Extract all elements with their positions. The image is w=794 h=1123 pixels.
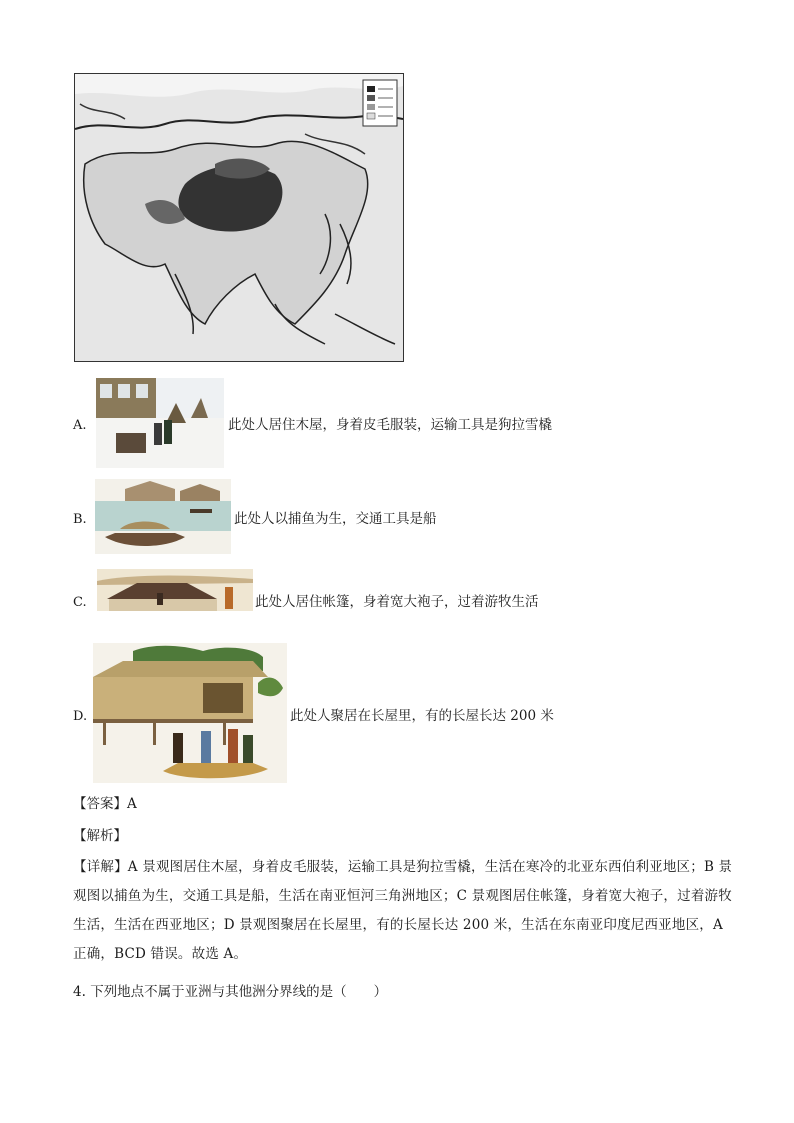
option-c-text: 此处人居住帐篷，身着宽大袍子，过着游牧生活 xyxy=(255,594,539,610)
option-b-text: 此处人以捕鱼为生，交通工具是船 xyxy=(234,511,437,527)
map-drawing xyxy=(75,74,403,361)
answer-line xyxy=(73,794,137,814)
question-4-number: 4. xyxy=(73,984,86,1000)
wooden-house-sled-image xyxy=(96,378,224,468)
detail-paragraph: 【详解】A 景观图居住木屋，身着皮毛服装，运输工具是狗拉雪橇，生活在寒冷的北亚东西伯利亚地区；B 景观图以捕鱼为生，交通工具是船，生活在南亚恒河三角洲地区；C 景观图居住帐篷，身着宽大袍子，过着游牧生活，生活在西亚地区；D 景观图聚居在长屋里，有的长屋长达 200 米，生活在东南亚印度尼西亚地区，A 正确，BCD 错误。故选 A。 xyxy=(73,859,733,962)
option-d-letter: D. xyxy=(73,709,88,724)
option-b-letter: B. xyxy=(73,512,87,527)
longhouse-image xyxy=(93,643,287,783)
option-b-illustration xyxy=(95,479,231,554)
fishing-boat-image xyxy=(95,479,231,554)
question-4-text: 下列地点不属于亚洲与其他洲分界线的是（ ） xyxy=(90,984,388,1000)
answer-label: 【答案】 xyxy=(73,796,127,812)
asia-relief-map xyxy=(74,73,404,362)
option-d-text: 此处人聚居在长屋里，有的长屋长达 200 米 xyxy=(290,708,554,724)
analysis-label: 【解析】 xyxy=(73,828,127,844)
option-c-letter: C. xyxy=(73,595,87,610)
answer-value: A xyxy=(127,796,137,812)
option-a-letter: A. xyxy=(73,418,87,433)
tent-nomad-image xyxy=(97,569,253,611)
option-d-illustration xyxy=(93,643,287,783)
question-4 xyxy=(73,982,387,1002)
option-a-illustration xyxy=(96,378,224,468)
option-c-illustration xyxy=(97,569,253,611)
option-a-text: 此处人居住木屋，身着皮毛服装，运输工具是狗拉雪橇 xyxy=(228,417,552,433)
